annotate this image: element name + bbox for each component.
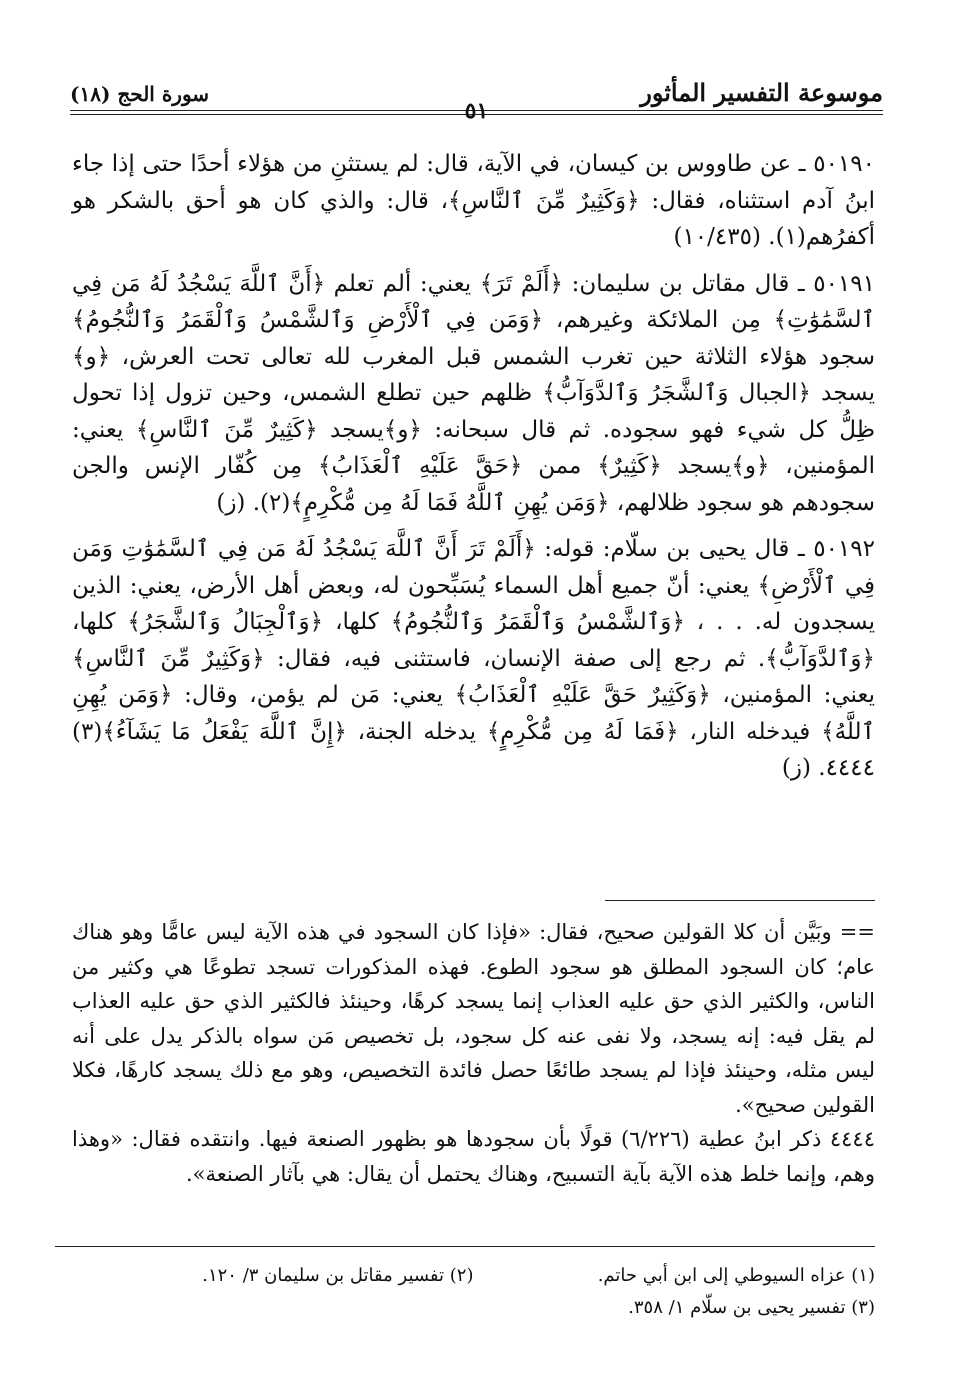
main-text [72, 146, 875, 797]
narration-paragraph: ٥٠١٩٢ ـ قال يحيى بن سلّام: قوله: ﴿أَلَمْ تَرَ أَنَّ ٱللَّهَ يَسْجُدُ لَهُ مَن فِي ٱلسَّمَٰوَٰتِ وَمَن فِي ٱلْأَرْضِ﴾ يعني: أنّ جميع أهل السماء يُسَبِّحون له، وبعض أهل الأرض، يعني: الذين يسجدون له. . . ، ﴿وَٱلشَّمْسُ وَٱلْقَمَرُ وَٱلنُّجُومُ﴾ كلها، ﴿وَٱلْجِبَالُ وَٱلشَّجَرُ﴾ كلها، ﴿وَٱلدَّوَآبُّ﴾. ثم رجع إلى صفة الإنسان، فاستثنى فيه، فقال: ﴿وَكَثِيرٌ مِّنَ ٱلنَّاسِ﴾ يعني: المؤمنين، ﴿وَكَثِيرٌ حَقَّ عَلَيْهِ ٱلْعَذَابُ﴾ يعني: مَن لم يؤمن، وقال: ﴿وَمَن يُهِنِ ٱللَّهُ﴾ فيدخله النار، ﴿فَمَا لَهُ مِن مُّكْرِمٍ﴾ يدخله الجنة، ﴿إِنَّ ٱللَّهَ يَفْعَلُ مَا يَشَآءُ﴾(٣) ٤٤٤٤. (ز) [72, 536, 875, 781]
footnote: (٣) تفسير يحيى بن سلّام ١/ ٣٥٨. [628, 1297, 875, 1318]
footnote: (٢) تفسير مقاتل بن سليمان ٣/ ١٢٠. [202, 1265, 474, 1286]
footnotes [72, 1260, 875, 1324]
narration-paragraph: ٥٠١٩٠ ـ عن طاووس بن كيسان، في الآية، قال: لم يستثنِ من هؤلاء أحدًا حتى إذا جاء ابنُ آدم استثناه، فقال: ﴿وَكَثِيرٌ مِّنَ ٱلنَّاسِ﴾، قال: والذي كان هو أحق بالشكر هو أكفرُهم(١). (١٠/٤٣٥) [72, 151, 875, 250]
footnote: (١) عزاه السيوطي إلى ابن أبي حاتم. [597, 1265, 875, 1286]
page-header [70, 60, 883, 124]
commentary-paragraph: ٤٤٤٤ ذكر ابنُ عطية (٦/٢٢٦) قولًا بأن سجودها هو بظهور الصنعة فيها. وانتقده فقال: «وهذا وهم، وإنما خلط هذه الآية بآية التسبيح، وهناك يحتمل أن يقال: هي بآثار الصنعة». [72, 1127, 875, 1186]
surah-title: سورة الحج (١٨) [70, 82, 210, 106]
commentary-block [72, 915, 875, 1191]
page-number: ٥١ [464, 98, 489, 124]
commentary-separator [605, 900, 875, 901]
narration-paragraph: ٥٠١٩١ ـ قال مقاتل بن سليمان: ﴿أَلَمْ تَرَ﴾ يعني: ألم تعلم ﴿أَنَّ ٱللَّهَ يَسْجُدُ لَهُ مَن فِي ٱلسَّمَٰوَٰتِ﴾ مِن الملائكة وغيرهم، ﴿وَمَن فِي ٱلْأَرْضِ وَٱلشَّمْسُ وَٱلْقَمَرُ وَٱلنُّجُومُ﴾ سجود هؤلاء الثلاثة حين تغرب الشمس قبل المغرب لله تعالى تحت العرش، ﴿و﴾يسجد ﴿الجبال وَٱلشَّجَرُ وَٱلدَّوَآبُّ﴾ ظلهم حين تطلع الشمس، وحين تزول إذا تحول ظِلُّ كل شيء فهو سجوده. ثم قال سبحانه: ﴿و﴾يسجد ﴿كَثِيرٌ مِّنَ ٱلنَّاسِ﴾ يعني: المؤمنين، ﴿و﴾يسجد ﴿كَثِيرٌ﴾ ممن ﴿حَقَّ عَلَيْهِ ٱلْعَذَابُ﴾ مِن كُفّار الإنس والجن سجودهم هو سجود ظلالهم، ﴿وَمَن يُهِنِ ٱللَّهُ فَمَا لَهُ مِن مُّكْرِمٍ﴾(٢). (ز) [72, 270, 875, 516]
footnote-separator [55, 1246, 875, 1247]
commentary-paragraph: == وبَيَّن أن كلا القولين صحيح، فقال: «فإذا كان السجود في هذه الآية ليس عامًّا وهو هناك عام؛ كان السجود المطلق هو سجود الطوع. فهذه المذكورات تسجد تطوعًا هي وكثير من الناس، والكثير الذي حق عليه العذاب إنما يسجد كرهًا، وحينئذ فالكثير الذي حق عليه العذاب لم يقل فيه: إنه يسجد، ولا نفى عنه كل سجود، بل تخصيص مَن سواه بالذكر يدل على أنه ليس مثله، وحينئذ فإذا لم يسجد طائعًا حصل فائدة التخصيص، وهو مع ذلك يسجد كارهًا، فكلا القولين صحيح». [72, 920, 875, 1117]
series-title: موسوعة التفسير المأثور [640, 78, 883, 107]
